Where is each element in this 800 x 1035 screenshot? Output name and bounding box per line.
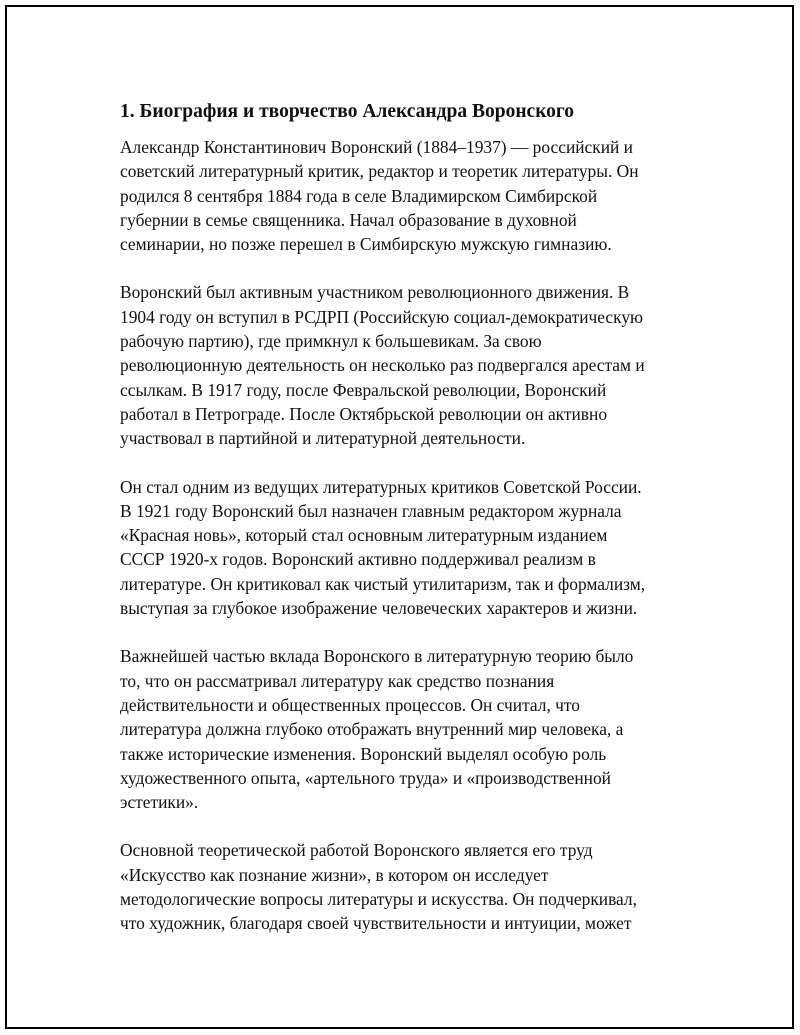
text-line: литературе. Он критиковал как чистый утилитаризм, так и формализм, [120,573,646,594]
text-line: губернии в семье священника. Начал образование в духовной [120,209,577,230]
paragraph-5 [120,838,690,935]
text-line: эстетики». [120,792,199,813]
text-line: методологические вопросы литературы и искусства. Он подчеркивал, [120,889,637,910]
text-line: Он стал одним из ведущих литературных критиков Советской России. [120,476,642,497]
paragraph-1 [120,135,690,256]
section-heading: 1. Биография и творчество Александра Воронского [120,101,575,122]
text-line: действительности и общественных процессов. Он считал, что [120,694,580,715]
text-line: «Красная новь», который стал основным литературным изданием [120,525,608,546]
text-line: семинарии, но позже перешел в Симбирскую мужскую гимназию. [120,234,612,255]
paragraph-2 [120,280,690,450]
text-line: 1904 году он вступил в РСДРП (Российскую социал-демократическую [120,306,644,327]
text-line: «Искусство как познание жизни», в котором он исследует [120,864,549,885]
text-line: также исторические изменения. Воронский выделял особую роль [120,743,607,764]
text-line: что художник, благодаря своей чувствительности и интуиции, может [120,913,632,934]
page-frame [5,5,794,1029]
paragraph-3 [120,475,690,621]
text-line: литература должна глубоко отображать внутренний мир человека, а [120,719,624,740]
text-line: рабочую партию), где примкнул к большевикам. За свою [120,331,542,352]
text-line: Важнейшей частью вклада Воронского в литературную теорию было [120,646,634,667]
text-line: художественного опыта, «артельного труда» и «производственной [120,767,611,788]
text-line: ссылкам. В 1917 году, после Февральской революции, Воронский [120,379,607,400]
text-line: В 1921 году Воронский был назначен главным редактором журнала [120,500,622,521]
paragraph-4 [120,644,690,814]
text-line: выступая за глубокое изображение человеческих характеров и жизни. [120,598,638,619]
text-line: участвовал в партийной и литературной деятельности. [120,428,526,449]
text-line: Основной теоретической работой Воронского является его труд [120,840,593,861]
text-line: Воронский был активным участником революционного движения. В [120,282,630,303]
text-line: СССР 1920-х годов. Воронский активно поддерживал реализм в [120,549,596,570]
text-line: советский литературный критик, редактор и теоретик литературы. Он [120,161,639,182]
text-line: родился 8 сентября 1884 года в селе Владимирском Симбирской [120,185,598,206]
text-line: революционную деятельность он несколько раз подвергался арестам и [120,355,645,376]
document-body [120,99,690,960]
text-line: Александр Константинович Воронский (1884–1937) — российский и [120,137,633,157]
text-line: то, что он рассматривал литературу как средство познания [120,670,555,691]
text-line: работал в Петрограде. После Октябрьской революции он активно [120,403,608,424]
